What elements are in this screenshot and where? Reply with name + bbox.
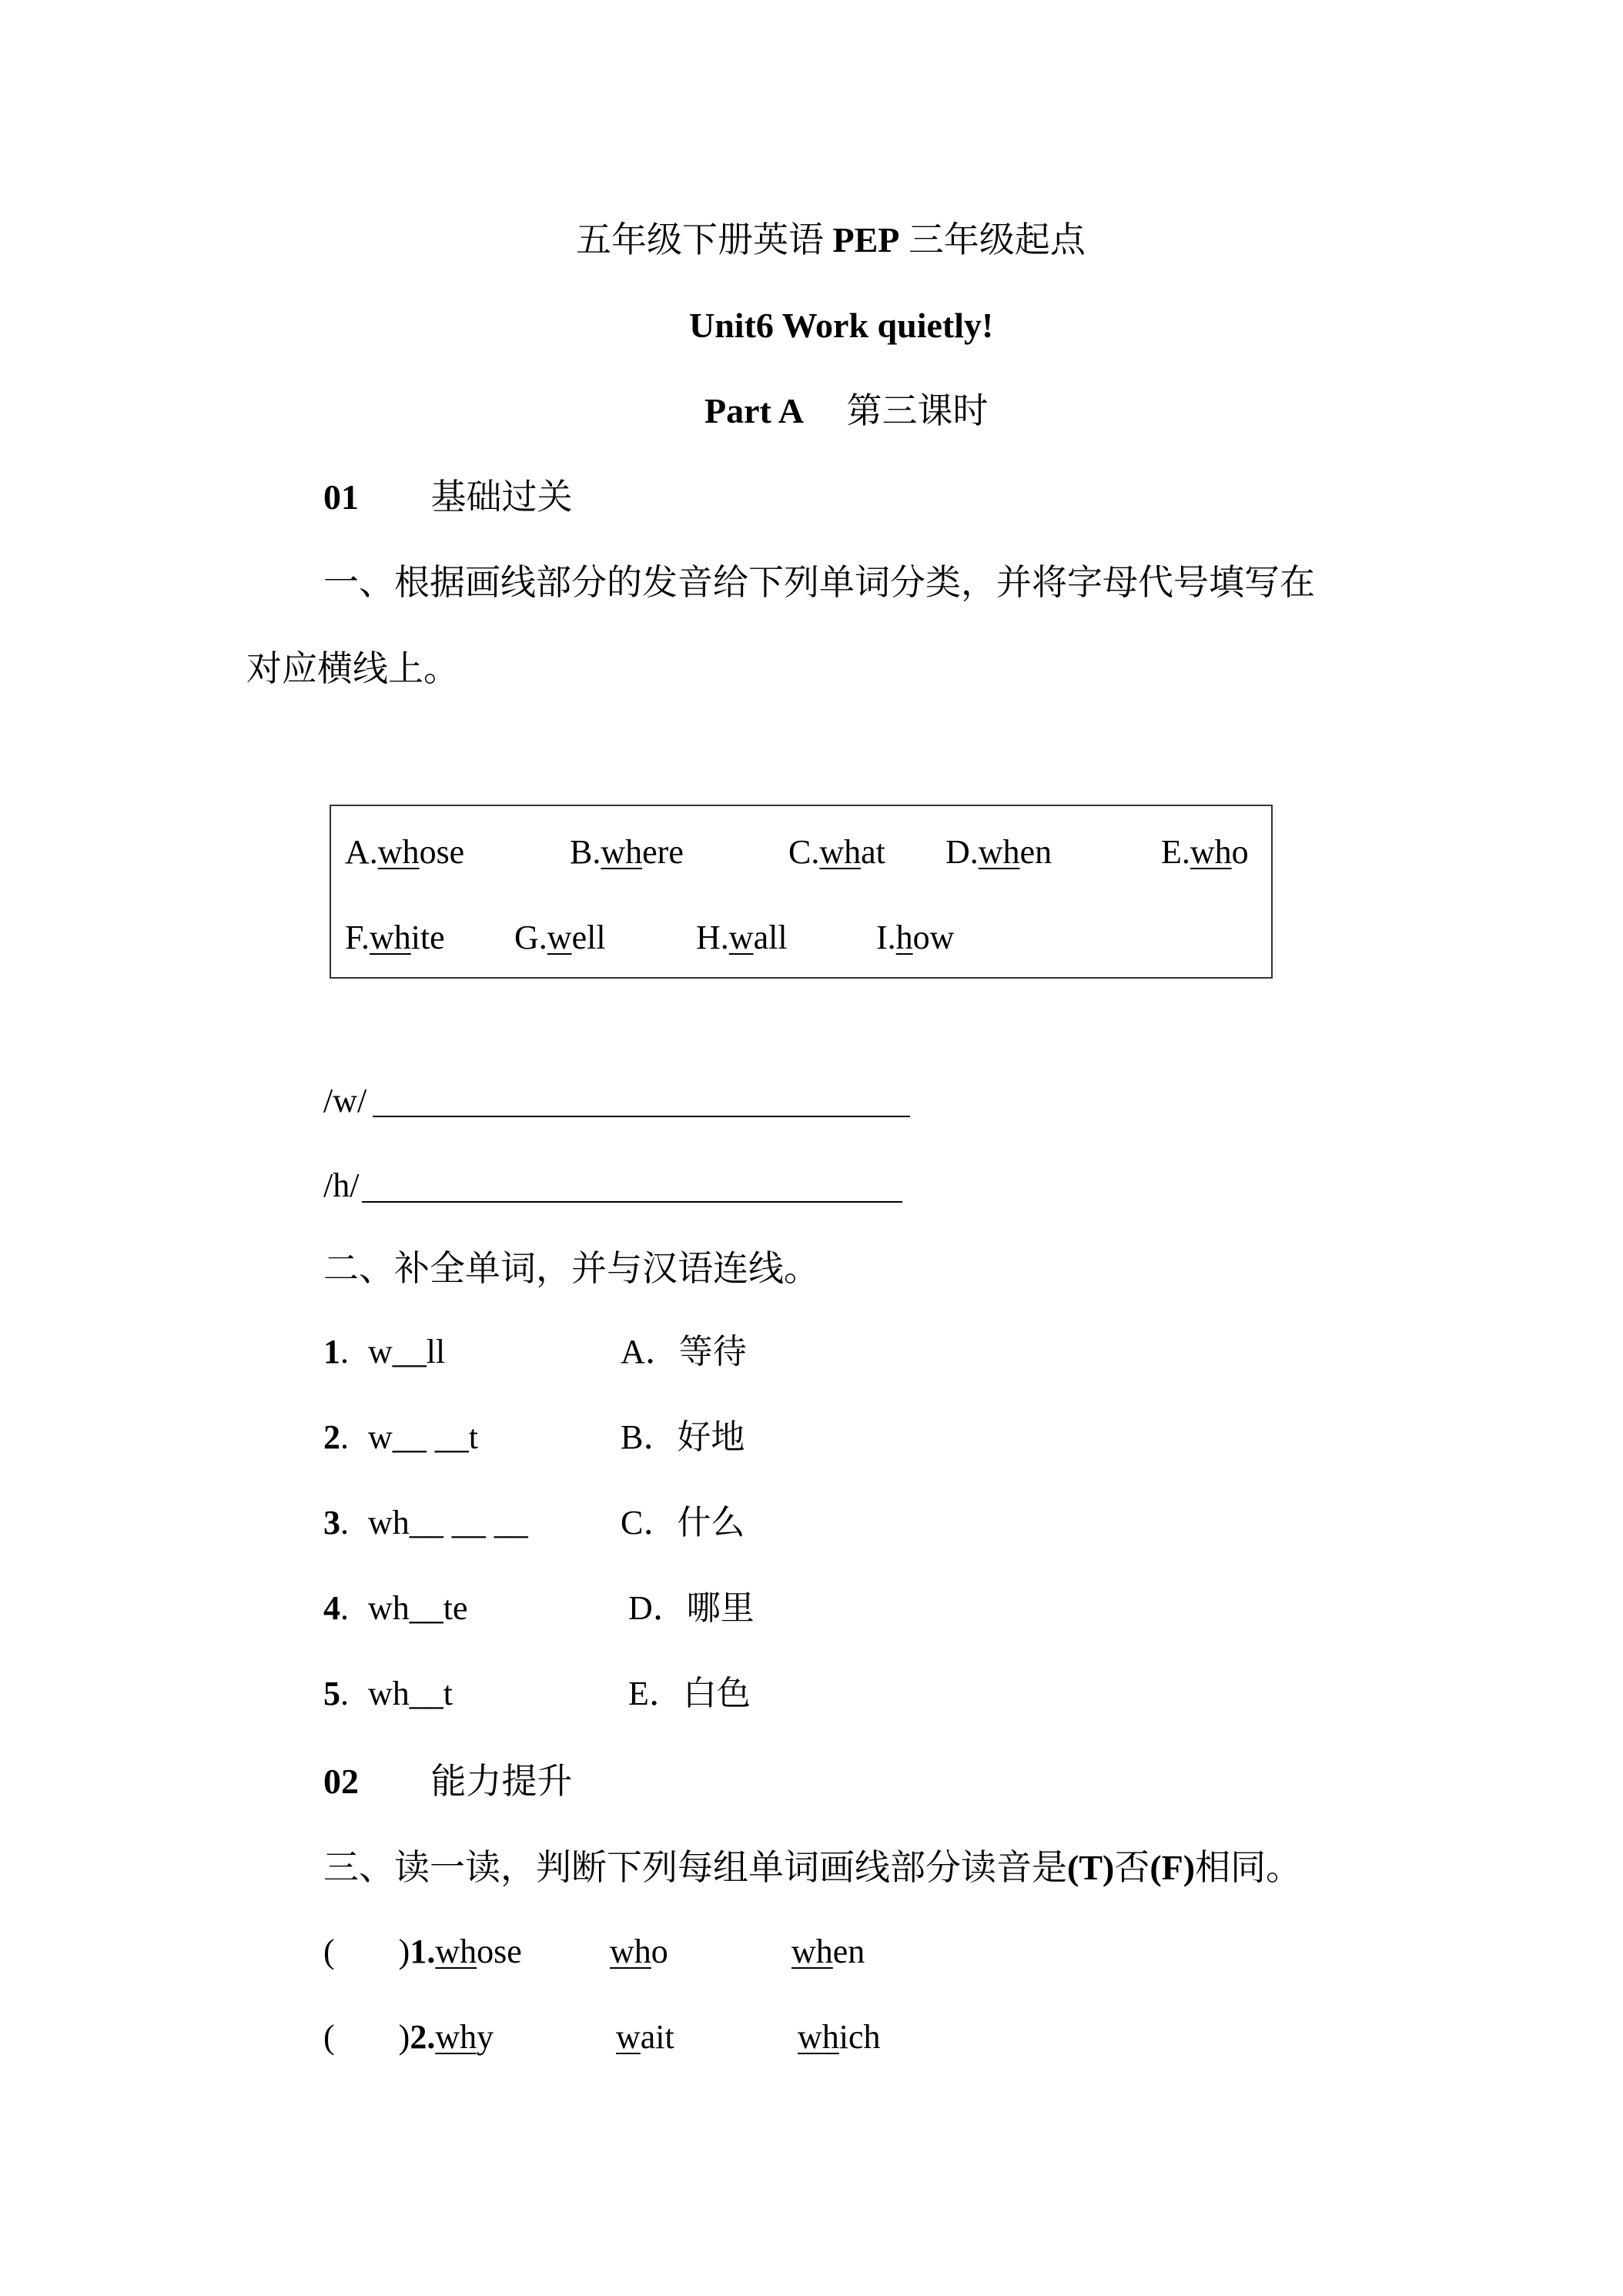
q3-row-2: ( )2.why (323, 2018, 494, 2056)
word-g: G.well (514, 919, 606, 956)
section-02-num: 02 (323, 1762, 359, 1801)
q2-option-b: B．好地 (621, 1417, 745, 1457)
title-pep: PEP (832, 220, 900, 259)
q3-row-1: ( )1.whose (323, 1933, 522, 1970)
q3-row-2-paren-close[interactable]: ) (398, 2018, 410, 2056)
q3-row-1-paren-close[interactable]: ) (398, 1933, 410, 1970)
lesson-label: 第三课时 (846, 390, 989, 431)
section-01 (323, 476, 573, 517)
word-b: B.where (570, 833, 684, 871)
q1-instruction-line1: 一、根据画线部分的发音给下列单词分类，并将字母代号填写在 (323, 561, 1315, 603)
unit-title: Unit6 Work quietly! (689, 306, 994, 345)
q2-option-a: A．等待 (621, 1332, 747, 1371)
q2-option-d: D．哪里 (628, 1588, 755, 1628)
q2-item-4: 4. wh__te (323, 1589, 468, 1627)
q2-option-c: C．什么 (621, 1503, 745, 1542)
q2-item-2: 2. w__ __t (323, 1418, 478, 1456)
q2-option-e: E．白色 (628, 1674, 751, 1713)
q2-item-5: 5. wh__t (323, 1675, 453, 1712)
part-title (704, 390, 989, 431)
answer-label-h: /h/ (323, 1166, 360, 1204)
answer-line-w[interactable] (373, 1116, 910, 1117)
word-f: F.white (345, 919, 445, 956)
answer-line-h[interactable] (362, 1201, 902, 1203)
word-a: A.whose (345, 833, 465, 871)
section-02-label: 能力提升 (430, 1760, 573, 1802)
q3-row-1-word-2: who (610, 1933, 668, 1970)
q3-row-2-paren-open[interactable]: ( (323, 2018, 335, 2056)
page-title (576, 219, 1086, 260)
section-02 (323, 1760, 573, 1802)
word-i: I.how (876, 919, 955, 956)
q1-instruction-line2: 对应横线上。 (246, 648, 459, 689)
section-01-label: 基础过关 (430, 476, 573, 517)
q2-item-3: 3. wh__ __ __ (323, 1504, 528, 1541)
answer-label-w: /w/ (323, 1082, 367, 1120)
word-box (330, 805, 1273, 979)
word-d: D.when (945, 833, 1052, 871)
q3-instruction: 三、读一读，判断下列每组单词画线部分读音是(T)否(F)相同。 (323, 1846, 1302, 1888)
part-label: Part A (704, 391, 805, 430)
q2-instruction: 二、补全单词，并与汉语连线。 (323, 1247, 819, 1289)
q3-row-1-paren-open[interactable]: ( (323, 1933, 335, 1970)
section-01-num: 01 (323, 477, 359, 517)
q3-row-2-word-2: wait (616, 2018, 674, 2056)
word-h: H.wall (696, 919, 788, 956)
title-cn: 五年级下册英语 (576, 219, 824, 260)
q3-row-2-word-3: which (798, 2018, 881, 2056)
word-c: C.what (788, 833, 885, 871)
q3-row-1-word-3: when (791, 1933, 865, 1970)
title-grade: 三年级起点 (908, 219, 1086, 260)
word-e: E.who (1161, 833, 1249, 871)
q2-item-1: 1. w__ll (323, 1333, 446, 1371)
